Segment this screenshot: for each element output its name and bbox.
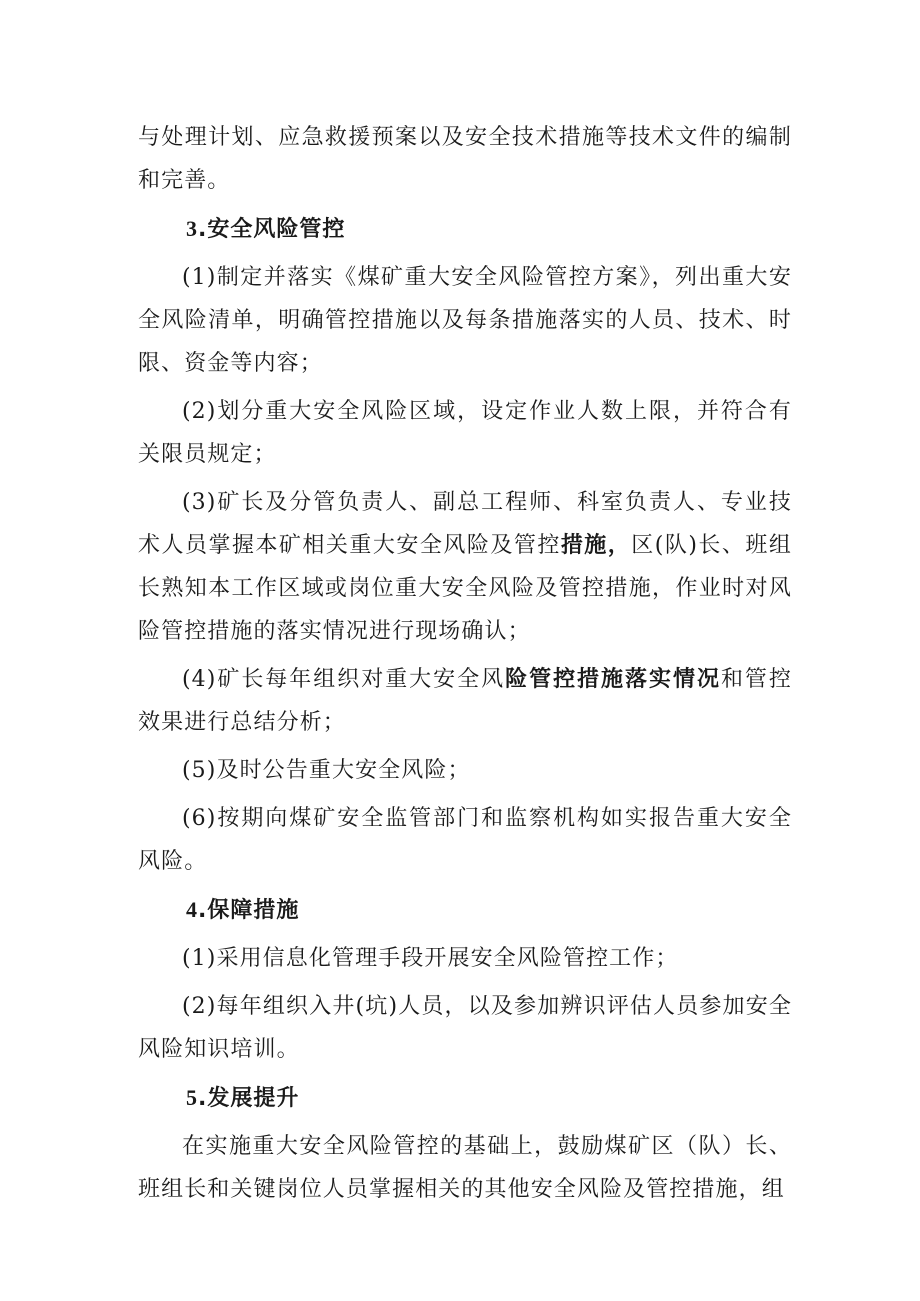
section-3-item-4 (138, 658, 792, 744)
section-4-title: .保障措施 (198, 898, 300, 923)
section-3-title: .安全风险管控 (198, 217, 346, 242)
section-5-number: 5 (186, 1085, 198, 1110)
item-4-part-c: 和管控效果进行总结分析； (138, 667, 792, 735)
item-4-emphasis: 险管控措施落实情况 (505, 667, 721, 692)
section-3-item-2: (2)划分重大安全风险区域，设定作业人数上限，并符合有关限员规定； (138, 399, 792, 467)
section-3-number: 3 (186, 216, 198, 241)
item-3-emphasis: 措施， (560, 533, 632, 558)
section-4-item-1: (1)采用信息化管理手段开展安全风险管控工作； (182, 946, 679, 971)
section-5-heading (138, 1076, 792, 1120)
intro-continuation: 与处理计划、应急救援预案以及安全技术措施等技术文件的编制和完善。 (138, 125, 792, 193)
section-5-paragraph: 在实施重大安全风险管控的基础上，鼓励煤矿区（队）长、班组长和关键岗位人员掌握相关的其他安全风险及管控措施，组 (138, 1134, 792, 1202)
item-4-part-a: (4)矿长每年组织对重大安全风 (182, 667, 506, 692)
section-4-heading (138, 888, 792, 932)
document-page (138, 116, 792, 1211)
section-5-title: .发展提升 (198, 1086, 300, 1111)
section-4-number: 4 (186, 897, 198, 922)
item-3-part-a: (3)矿长及分管负责人、副总工程师、科室负责人、专业技术人员掌握本矿相关重大安全风险及管控 (138, 490, 792, 558)
section-3-item-5: (5)及时公告重大安全风险； (182, 758, 471, 783)
section-4-item-2: (2)每年组织入井(坑)人员，以及参加辨识评估人员参加安全风险知识培训。 (138, 994, 792, 1062)
section-3-item-3 (138, 481, 792, 653)
section-3-item-6: (6)按期向煤矿安全监管部门和监察机构如实报告重大安全风险。 (138, 806, 792, 874)
section-3-item-1: (1)制定并落实《煤矿重大安全风险管控方案》，列出重大安全风险清单，明确管控措施以及每条措施落实的人员、技术、时限、资金等内容； (138, 265, 792, 376)
item-3-part-c: 区(队)长、班组长熟知本工作区域或岗位重大安全风险及管控措施，作业时对风险管控措施的落实情况进行现场确认； (138, 533, 792, 644)
section-3-heading (138, 207, 792, 251)
